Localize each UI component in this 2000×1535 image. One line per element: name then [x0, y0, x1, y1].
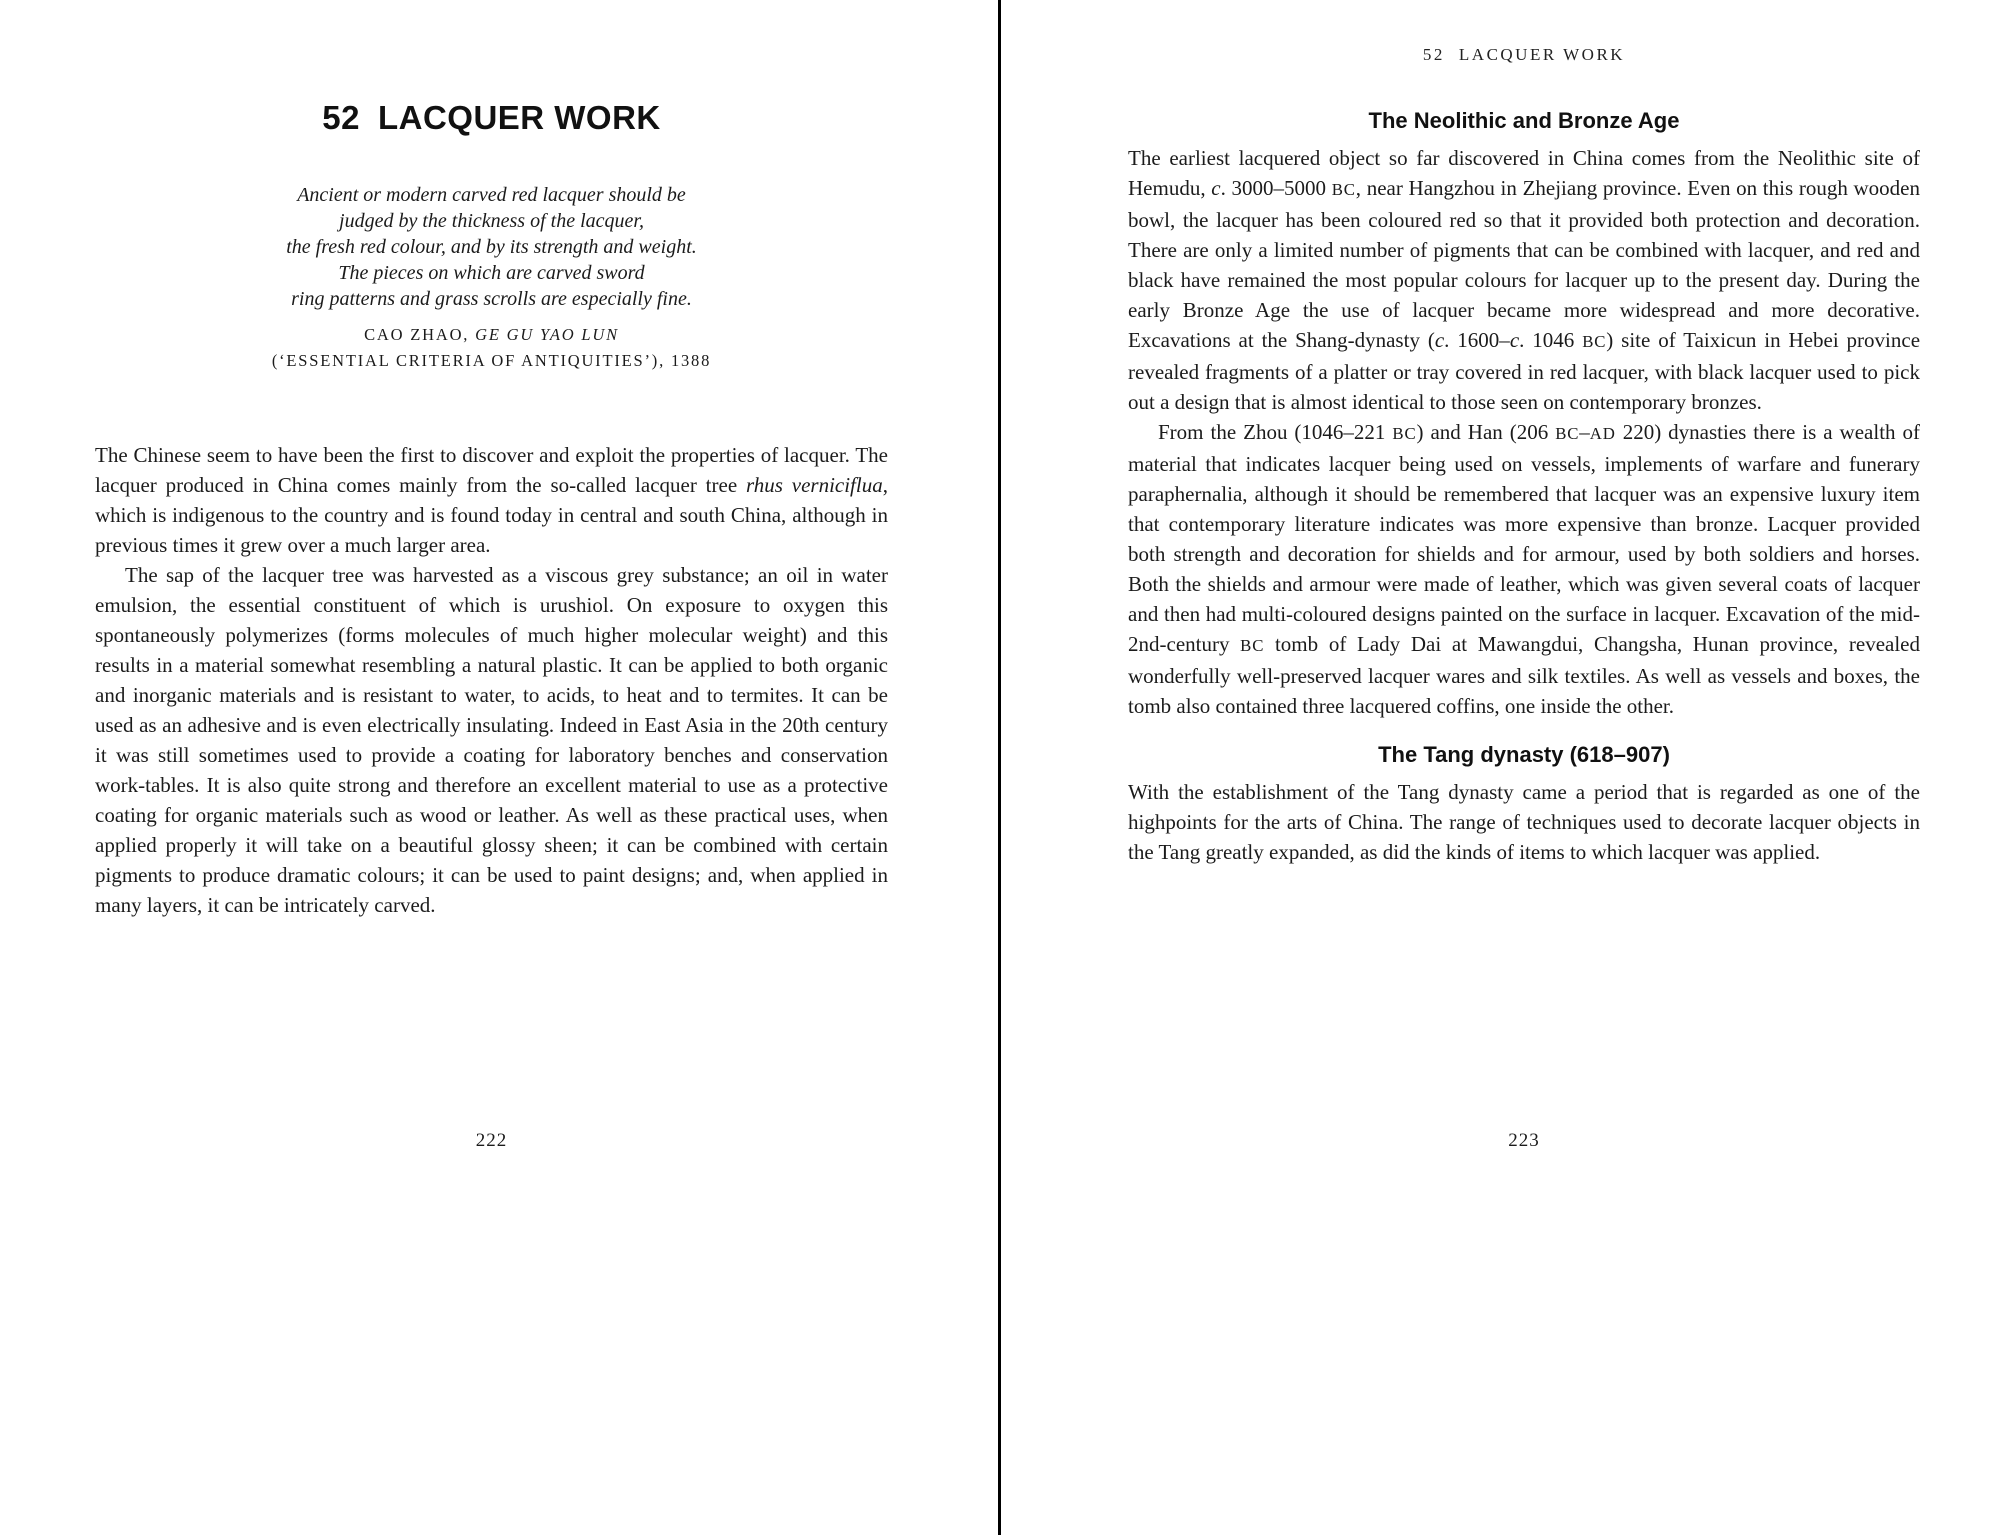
chapter-number: 52 [322, 99, 360, 136]
attribution-line: CAO ZHAO, GE GU YAO LUN [364, 325, 619, 344]
running-header-number: 52 [1422, 45, 1445, 64]
attribution-line: (‘ESSENTIAL CRITERIA OF ANTIQUITIES’), 1388 [271, 351, 712, 370]
paragraph: The sap of the lacquer tree was harvested as a viscous grey substance; an oil in water emulsion, the essential constituent of which is urushiol. On exposure to oxygen this spontaneously polymerizes (forms molecules of much higher molecular weight) and this results in a material somewhat resembling a natural plastic. It can be applied to both organic and inorganic materials and is resistant to water, to acids, to heat and to termites. It can be used as an adhesive and is even electrically insulating. Indeed in East Asia in the 20th century it was still sometimes used to provide a coating for laboratory benches and conservation work-tables. It is also quite strong and therefore an excellent material to use as a protective coating for organic materials such as wood or leather. As well as these practical uses, when applied properly it will take on a beautiful glossy sheen; it can be combined with certain pigments to produce dramatic colours; it can be used to paint designs; and, when applied in many layers, it can be intricately carved. [95, 563, 888, 917]
page-number-right: 223 [1508, 1130, 1540, 1151]
left-page-body [95, 440, 888, 920]
epigraph-line: The pieces on which are carved sword [338, 262, 645, 284]
paragraph: With the establishment of the Tang dynasty came a period that is regarded as one of the highpoints for the arts of China. The range of techniques used to decorate lacquer objects in the Tang greatly expanded, as did the kinds of items to which lacquer was applied. [1128, 780, 1920, 864]
paragraph: The Chinese seem to have been the first to discover and exploit the properties of lacquer. The lacquer produced in China comes mainly from the so-called lacquer tree rhus verniciflua, which is indigenous to the country and is found today in central and south China, although in previous times it grew over a much larger area. [95, 443, 888, 557]
running-header-title: LACQUER WORK [1458, 45, 1626, 64]
epigraph-line: ring patterns and grass scrolls are especially fine. [291, 288, 692, 310]
section-heading-neolithic: The Neolithic and Bronze Age [1368, 108, 1680, 133]
paragraph: The earliest lacquered object so far discovered in China comes from the Neolithic site of Hemudu, c. 3000–5000 BC, near Hangzhou in Zhejiang province. Even on this rough wooden bowl, the lacquer has been coloured red so that it provided both protection and decoration. There are only a limited number of pigments that can be combined with lacquer, and red and black have remained the most popular colours for lacquer up to the present day. During the early Bronze Age the use of lacquer became more widespread and more decorative. Excavations at the Shang-dynasty (c. 1600–c. 1046 BC) site of Taixicun in Hebei province revealed fragments of a platter or tray covered in red lacquer, with black lacquer used to pick out a design that is almost identical to those seen on contemporary bronzes. [1128, 146, 1921, 414]
section-heading-tang: The Tang dynasty (618–907) [1378, 742, 1670, 767]
epigraph-line: judged by the thickness of the lacquer, [339, 210, 644, 232]
right-page [1001, 0, 2000, 1535]
page-number-left: 222 [475, 1130, 508, 1151]
epigraph-attribution [95, 322, 888, 374]
chapter-name: LACQUER WORK [377, 99, 661, 136]
epigraph-line: the fresh red colour, and by its strength and weight. [286, 236, 697, 258]
running-header [1128, 45, 1920, 65]
chapter-title [95, 98, 888, 138]
epigraph-line: Ancient or modern carved red lacquer should be [297, 184, 686, 206]
left-page [0, 0, 998, 1535]
paragraph: From the Zhou (1046–221 BC) and Han (206 BC–AD 220) dynasties there is a wealth of material that indicates lacquer being used on vessels, implements of warfare and funerary paraphernalia, although it should be remembered that lacquer was an expensive luxury item that contemporary literature indicates was more expensive than bronze. Lacquer provided both strength and decoration for shields and for armour, used by both soldiers and horses. Both the shields and armour were made of leather, which was given several coats of lacquer and then had multi-coloured designs painted on the surface in lacquer. Excavation of the mid-2nd-century BC tomb of Lady Dai at Mawangdui, Changsha, Hunan province, revealed wonderfully well-preserved lacquer wares and silk textiles. As well as vessels and boxes, the tomb also contained three lacquered coffins, one inside the other. [1128, 420, 1921, 718]
epigraph [95, 182, 888, 312]
